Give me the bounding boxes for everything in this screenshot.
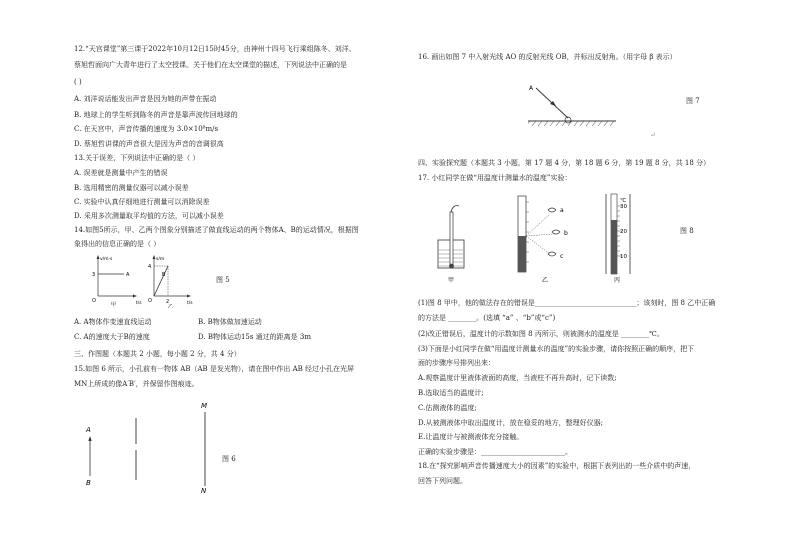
thermo-tick-20: 20 bbox=[620, 229, 627, 235]
caption-jia: 甲 bbox=[448, 277, 455, 284]
eye-a-icon bbox=[548, 208, 556, 212]
section-3-heading: 三、作图题（本题共 2 小题，每小题 2 分，共 4 分） bbox=[74, 350, 241, 358]
q17-part1-line2: 的方法是 ________。(选填 “a” 、“b”或“c”) bbox=[418, 314, 556, 322]
graph-yi-xtick: 2 bbox=[166, 299, 170, 305]
caption-bing: 丙 bbox=[614, 277, 621, 284]
graph-jia-ylabel: v/m·s bbox=[100, 257, 113, 262]
graph-jia-origin: O bbox=[92, 298, 96, 304]
label-n: N bbox=[201, 487, 207, 494]
q17-part1-line1: (1)图 8 甲中，他的做法存在的错误是_____________________________；该刻时，图 8 乙中正确 bbox=[418, 299, 716, 307]
graph-yi-line-label: B bbox=[162, 272, 166, 278]
graph-jia bbox=[92, 255, 142, 308]
q12-option-c: C. 在天宫中，声音传播的速度为 3.0×10⁸m/s bbox=[74, 125, 219, 133]
q12-paren: ( ) bbox=[74, 78, 82, 86]
eye-a-label: a bbox=[560, 207, 564, 214]
graph-jia-ytick: 3 bbox=[92, 272, 96, 278]
q14-option-a: A. A物体作变速直线运动 bbox=[74, 318, 152, 326]
q14-option-d: D. B物体运动15s 通过的距离是 3m bbox=[198, 333, 311, 341]
q12-stem-line1: 12.“天宫课堂”第三课于2022年10月12日15时45分，由神州十四号飞行乘组陈冬、刘洋、 bbox=[74, 45, 356, 53]
figure-5-graphs bbox=[84, 252, 194, 308]
q17-part3-line1: (3)下面是小红同学在做“用温度计测量水的温度”的实验步骤，请你按照正确的顺序，把下 bbox=[418, 345, 695, 353]
graph-yi-ytick: 4 bbox=[148, 264, 152, 270]
object-ab-arrowhead bbox=[88, 436, 91, 441]
eye-c-label: c bbox=[560, 253, 564, 260]
figure-7-label: 图 7 bbox=[686, 97, 700, 105]
q17-order-answer: 正确的实验步骤是：________________________。 bbox=[418, 448, 572, 456]
q17-step-a: A.观察温度计里液体液面的高度，当液柱不再升高时，记下读数; bbox=[418, 374, 617, 382]
graph-jia-caption: 甲 bbox=[111, 302, 117, 308]
q14-option-c: C. A的速度大于B的速度 bbox=[74, 333, 150, 341]
q13-stem: 13.关于误差，下列说法中正确的是（ ） bbox=[74, 154, 200, 162]
q17-step-e: E.让温度计与被测液体充分接触。 bbox=[418, 433, 524, 441]
q17-part3-line2: 面的步骤序号排列出来： bbox=[418, 359, 495, 367]
figure-7 bbox=[528, 80, 618, 130]
graph-yi-xlabel: t/s bbox=[187, 301, 193, 306]
fig8-yi-thermometer bbox=[518, 196, 554, 272]
q13-option-b: B. 选用精密的测量仪器可以减小误差 bbox=[74, 184, 189, 192]
fig8-jia-beaker bbox=[438, 206, 464, 269]
label-m: M bbox=[201, 402, 208, 410]
figure-8-label: 图 8 bbox=[680, 227, 694, 235]
q17-stem: 17. 小红同学在做“用温度计测量水的温度”实验： bbox=[418, 174, 572, 182]
thermo-tick-30: 30 bbox=[620, 204, 627, 210]
q17-step-b: B.选取适当的温度计; bbox=[418, 389, 484, 397]
graph-yi bbox=[148, 255, 193, 308]
mirror-hatching bbox=[528, 121, 614, 126]
eye-b-label: b bbox=[564, 230, 568, 237]
label-a: A bbox=[86, 426, 91, 434]
q18-line1: 18.在“探究影响声音传播速度大小的因素”的实验中，根据下表列出的一些介质中的声速， bbox=[418, 462, 696, 470]
graph-jia-line-label: A bbox=[126, 272, 130, 278]
q13-option-d: D. 采用多次测量取平均值的方法，可以减小误差 bbox=[74, 212, 224, 220]
eye-b-icon bbox=[552, 230, 560, 234]
figure-8 bbox=[430, 192, 660, 284]
q14-stem-line1: 14.如图5所示，甲、乙两个图象分别描述了做直线运动的两个物体A、B的运动情况，根据图 bbox=[74, 226, 359, 234]
caption-yi: 乙 bbox=[542, 277, 549, 284]
return-mark: ↵ bbox=[650, 131, 656, 139]
graph-jia-xlabel: t/s bbox=[136, 301, 142, 306]
graph-yi-line-b bbox=[154, 266, 168, 296]
q14-option-b: B. B物体做加速运动 bbox=[198, 318, 262, 326]
figure-6 bbox=[80, 398, 220, 494]
q18-line2: 回答下列问题。 bbox=[418, 477, 467, 485]
q17-step-c: C.估测液体的温度; bbox=[418, 404, 477, 412]
graph-yi-ylabel: s/m bbox=[156, 257, 165, 262]
graph-yi-origin: O bbox=[148, 298, 152, 304]
q12-stem-line2: 蔡旭哲面向广大青年进行了太空授课。关于他们在太空课堂的描述，下列说法中正确的是 bbox=[74, 61, 347, 69]
q14-stem-line2: 象得出的信息正确的是（ ） bbox=[74, 240, 161, 248]
q13-option-c: C. 实验中认真仔细地进行测量可以消除误差 bbox=[74, 198, 210, 206]
section-4-heading: 四、实验探究题（本题共 3 小题，第 17 题 4 分，第 18 题 6 分，第 19 题 8 分，共 18 分） bbox=[418, 159, 711, 167]
q16-stem: 16. 画出如图 7 中入射光线 AO 的反射光线 OB，并标出反射角。（用字母 β 表示） bbox=[418, 53, 677, 61]
graph-yi-x-arrow bbox=[187, 295, 191, 298]
graph-yi-caption: 乙 bbox=[168, 304, 174, 308]
thermo-tick-10: 10 bbox=[620, 254, 627, 260]
q17-step-d: D.从被测液体中取出温度计，放在稳妥的地方，整理好仪器; bbox=[418, 419, 603, 427]
eye-c-icon bbox=[548, 252, 556, 256]
q13-option-a: A. 误差就是测量中产生的错误 bbox=[74, 169, 168, 177]
q12-option-b: B. 地球上的学生听到陈冬的声音是靠声波传回地球的 bbox=[74, 111, 238, 119]
q15-stem-line2: MN上所成的像A′B′，并保留作图痕迹。 bbox=[74, 380, 199, 388]
q12-option-d: D. 蔡旭哲讲课的声音很大是因为声音的音调很高 bbox=[74, 140, 224, 148]
q17-part2: (2)改正错误后，温度计的示数如图 8 丙所示，则被测水的温度是 ________℃。 bbox=[418, 330, 664, 338]
graph-jia-x-arrow bbox=[133, 295, 137, 298]
figure-6-label: 图 6 bbox=[222, 455, 236, 463]
label-b: B bbox=[86, 479, 91, 487]
q15-stem-line1: 15.如图 6 所示，小孔前有一物体 AB（AB 是发光物），请在图中作出 AB 经过小孔在光屏 bbox=[74, 365, 355, 373]
label-a-fig7: A bbox=[529, 85, 534, 92]
thermo-unit: ℃ bbox=[620, 198, 627, 204]
q12-option-a: A. 刘洋说话能发出声音是因为她的声带在振动 bbox=[74, 95, 217, 103]
figure-5-label: 图 5 bbox=[216, 276, 230, 284]
